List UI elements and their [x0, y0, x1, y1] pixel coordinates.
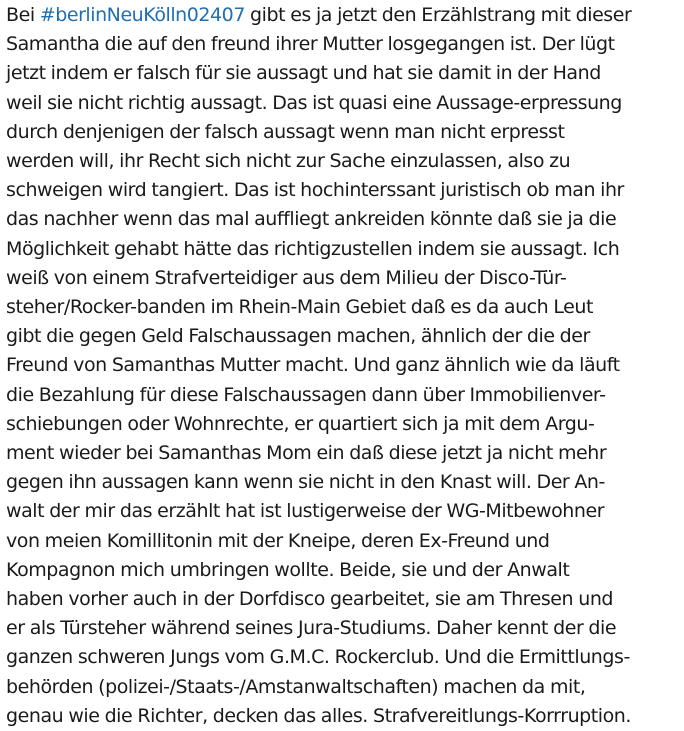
- text-line: haben vorher auch in der Dorfdisco gearbeitet, sie am Thresen und: [6, 588, 614, 611]
- text-line: weil sie nicht richtig aussagt. Das ist quasi eine Aussage-erpressung: [6, 91, 622, 114]
- text-line: weiß von einem Strafverteidiger aus dem Milieu der Disco-Tür-: [6, 266, 567, 289]
- text-line: ganzen schweren Jungs vom G.M.C. Rockerclub. Und die Ermittlungs-: [6, 646, 630, 669]
- text-line: Kompagnon mich umbringen wollte. Beide, sie und der Anwalt: [6, 558, 570, 581]
- text-line: ment wieder bei Samanthas Mom ein daß diese jetzt ja nicht mehr: [6, 442, 607, 465]
- text-line: schweigen wird tangiert. Das ist hochinterssant juristisch ob man ihr: [6, 179, 624, 202]
- text-line: das nachher wenn das mal auffliegt ankreiden könnte daß sie ja die: [6, 208, 617, 231]
- text-line: [6, 1, 680, 30]
- hashtag-link[interactable]: #berlinNeuKölln02407: [39, 4, 245, 26]
- text-line: behörden (polizei-/Staats-/Amstanwaltschaften) machen da mit,: [6, 675, 586, 698]
- text-line: die Bezahlung für diese Falschaussagen dann über Immobilienver-: [6, 383, 606, 406]
- text-line: walt der mir das erzählt hat ist lustigerweise der WG-Mitbewohner: [6, 500, 605, 523]
- text-line: gegen ihn aussagen kann wenn sie nicht in den Knast will. Der An-: [6, 471, 605, 494]
- text-line: genau wie die Richter, decken das alles. Strafvereitlungs-Korrruption.: [6, 704, 631, 727]
- text-line: Freund von Samanthas Mutter macht. Und ganz ähnlich wie da läuft: [6, 354, 620, 377]
- text-line: werden will, ihr Recht sich nicht zur Sache einzulassen, also zu: [6, 150, 571, 173]
- text-line: Möglichkeit gehabt hätte das richtigzustellen indem sie aussagt. Ich: [6, 237, 620, 260]
- text-line: jetzt indem er falsch für sie aussagt und hat sie damit in der Hand: [6, 62, 601, 85]
- text-line: steher/Rocker-banden im Rhein-Main Gebiet daß es da auch Leut: [6, 296, 593, 319]
- text-line: schiebungen oder Wohnrechte, er quartiert sich ja mit dem Argu-: [6, 412, 595, 435]
- text-line: durch denjenigen der falsch aussagt wenn man nicht erpresst: [6, 120, 565, 143]
- text-line: er als Türsteher während seines Jura-Studiums. Daher kennt der die: [6, 617, 617, 640]
- text-line: gibt die gegen Geld Falschaussagen machen, ähnlich der die der: [6, 325, 590, 348]
- line-rest: gibt es ja jetzt den Erzählstrang mit dieser: [244, 4, 632, 26]
- line-prefix: Bei: [6, 4, 40, 26]
- text-line: Samantha die auf den freund ihrer Mutter losgegangen ist. Der lügt: [6, 33, 615, 56]
- post-text: [6, 1, 680, 731]
- text-line: von meien Komillitonin mit der Kneipe, deren Ex-Freund und: [6, 529, 550, 552]
